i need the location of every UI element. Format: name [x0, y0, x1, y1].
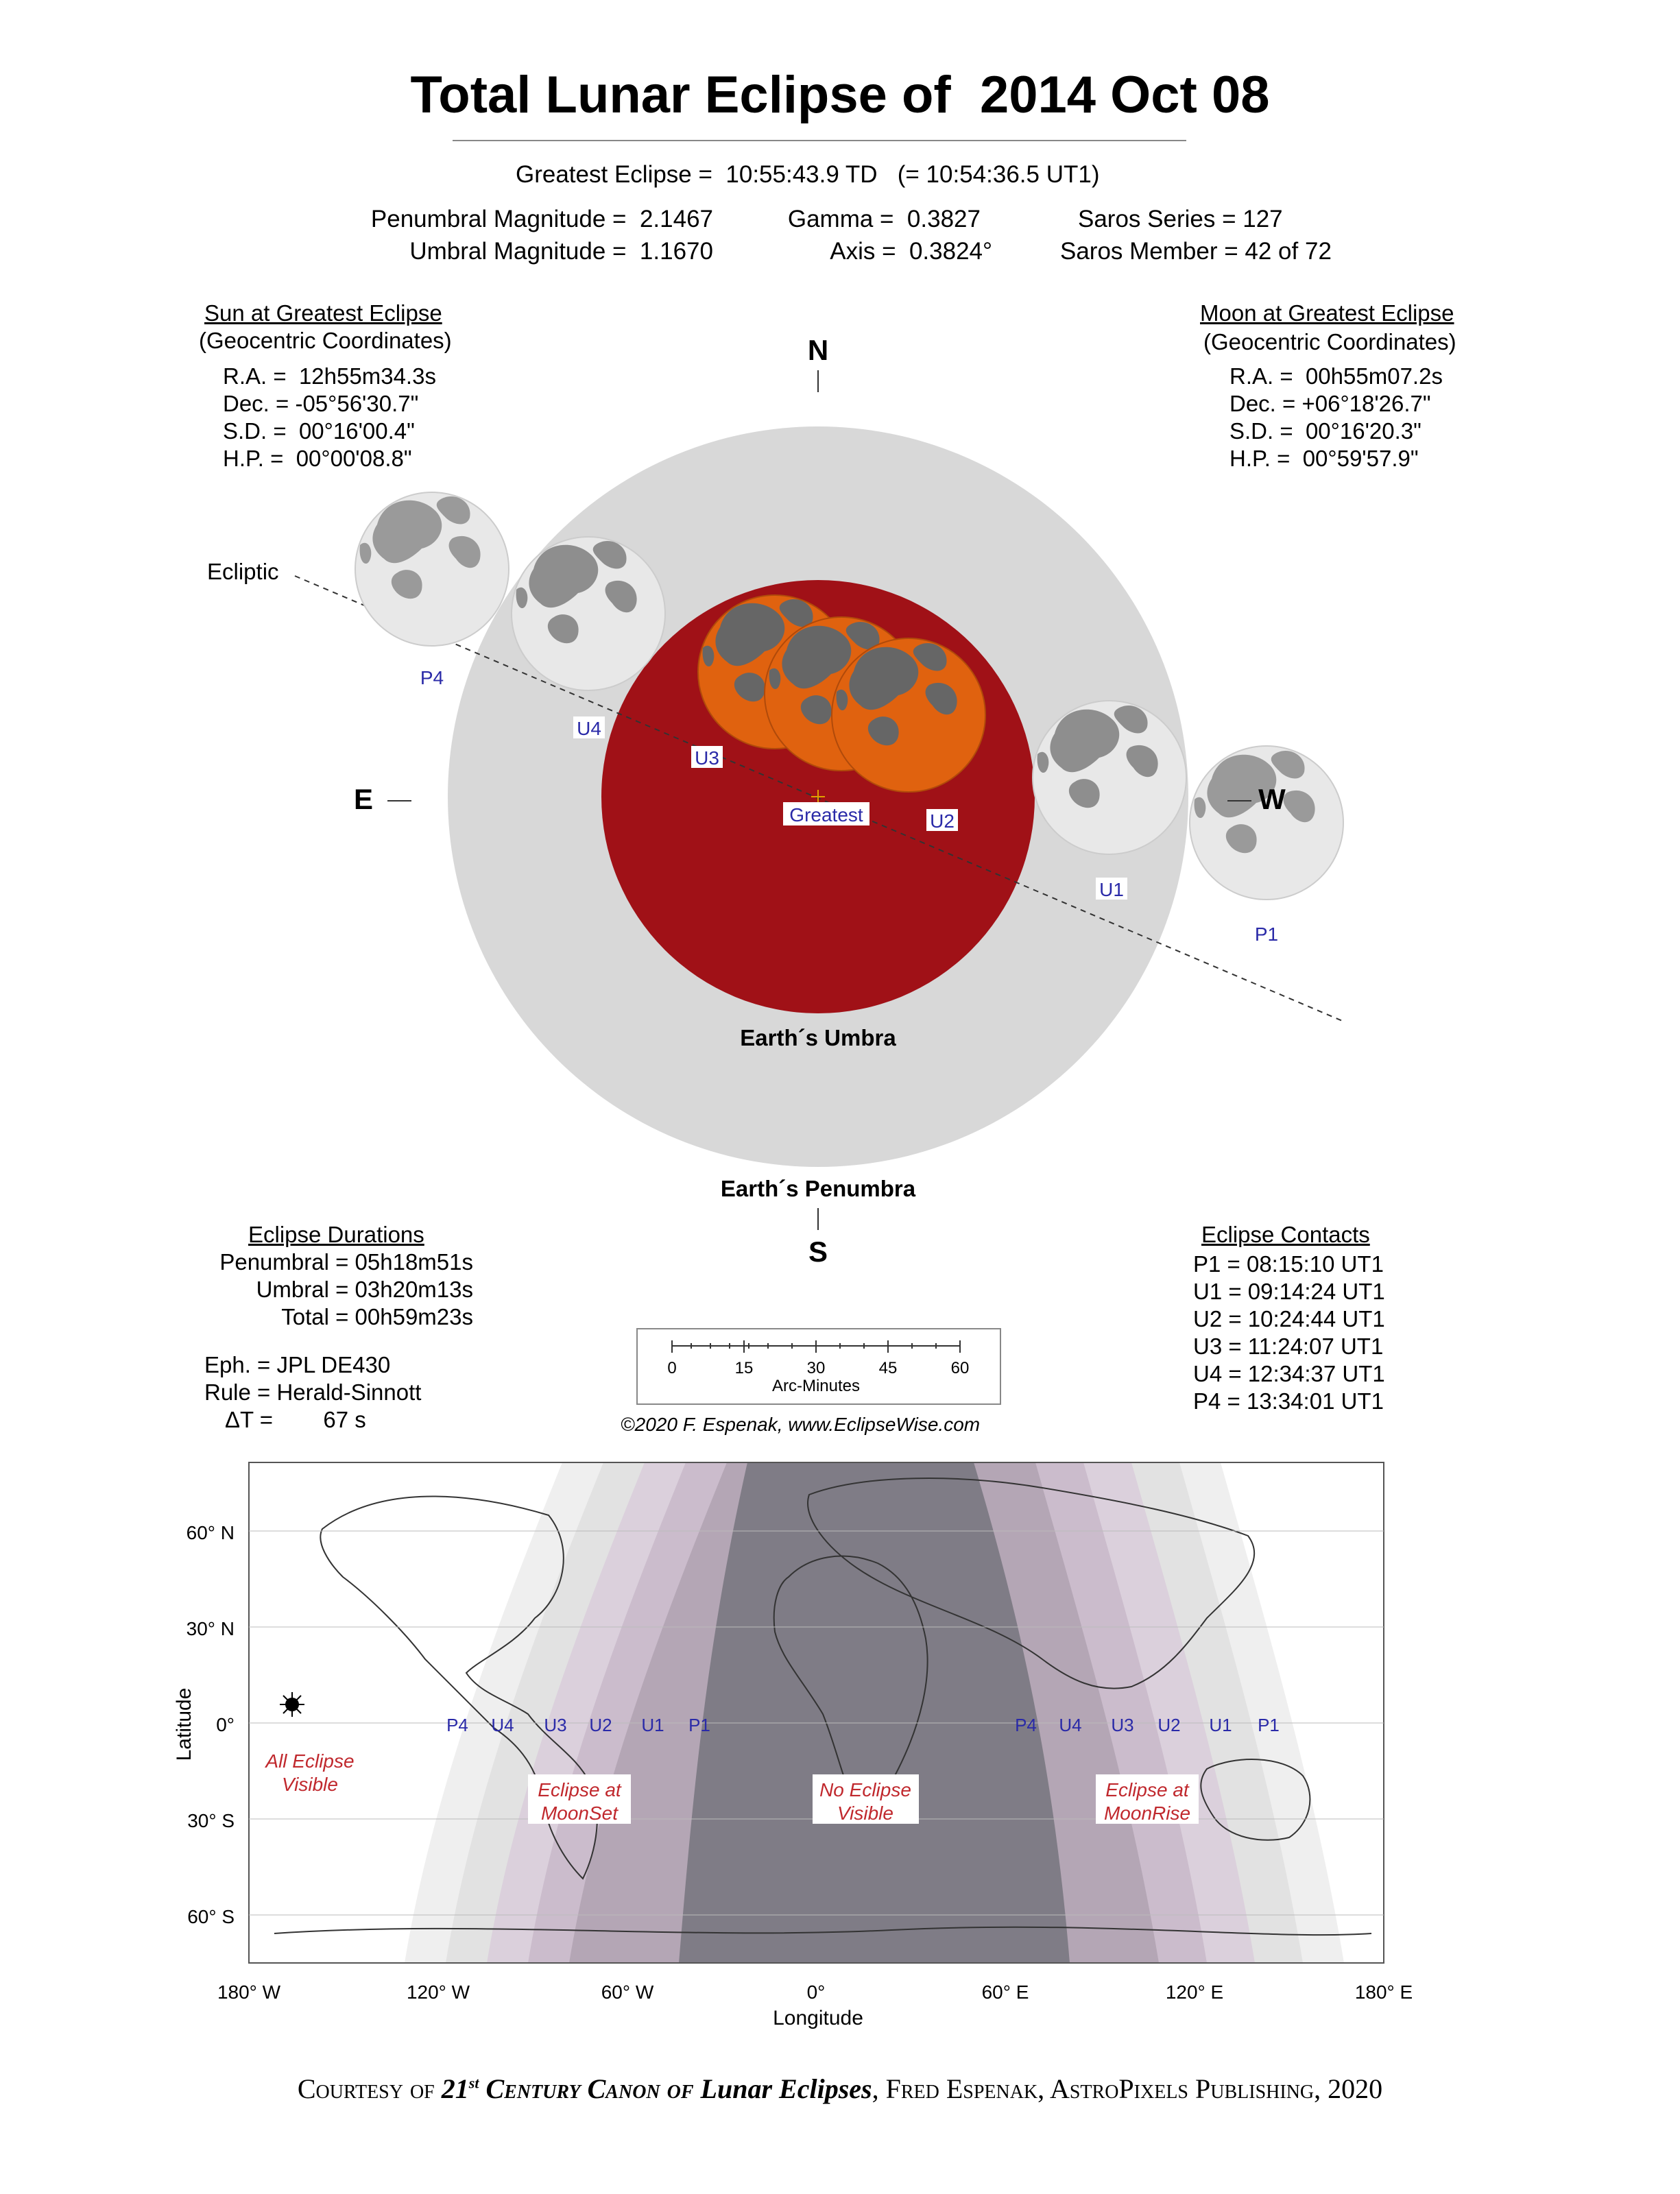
umbra-label: Earth´s Umbra: [740, 1025, 896, 1050]
duration-penumbral: Penumbral = 05h18m51s: [219, 1249, 473, 1275]
map-ylabel: Latitude: [173, 1687, 195, 1761]
contact-u2: U2 = 10:24:44 UT1: [1193, 1306, 1385, 1331]
moon-dec: Dec. = +06°18'26.7": [1229, 391, 1431, 416]
moon-subheading: (Geocentric Coordinates): [1203, 329, 1456, 354]
contact-label-p1: P1: [1254, 924, 1279, 945]
saros-series: Saros Series = 127: [1078, 206, 1283, 232]
north-label: N: [807, 334, 829, 366]
map-west-p4: P4: [446, 1715, 468, 1735]
west-label: W: [1258, 783, 1286, 815]
region-moonset-2: MoonSet: [540, 1803, 619, 1824]
durations-heading: Eclipse Durations: [248, 1222, 424, 1247]
region-moonset-1: Eclipse at: [538, 1779, 621, 1800]
scale-tick-15: 15: [734, 1359, 754, 1377]
map-east-u4: U4: [1059, 1715, 1082, 1735]
greatest-eclipse-time: Greatest Eclipse = 10:55:43.9 TD (= 10:54:36.5 UT1): [516, 161, 1100, 188]
footer-credit: Courtesy of 21st Century Canon of Lunar Eclipses, Fred Espenak, AstroPixels Publishing, 2020: [297, 2073, 1383, 2104]
duration-umbral: Umbral = 03h20m13s: [256, 1277, 473, 1302]
copyright: ©2020 F. Espenak, www.EclipseWise.com: [621, 1414, 981, 1435]
lon-label-180e: 180° E: [1354, 1981, 1413, 2003]
scale-unit: Arc-Minutes: [771, 1377, 861, 1395]
penumbral-magnitude: Penumbral Magnitude = 2.1467: [370, 206, 713, 232]
south-label: S: [808, 1235, 828, 1268]
visibility-map: [0, 1454, 1680, 2043]
page-title: Total Lunar Eclipse of 2014 Oct 08: [410, 66, 1270, 124]
scale-tick-60: 60: [950, 1359, 970, 1377]
lat-label-30s: 30° S: [187, 1810, 235, 1831]
sun-hp: H.P. = 00°00'08.8": [223, 446, 412, 471]
map-west-u2: U2: [589, 1715, 612, 1735]
penumbra-label: Earth´s Penumbra: [720, 1176, 916, 1201]
moon-ra: R.A. = 00h55m07.2s: [1229, 363, 1443, 389]
map-east-p1: P1: [1258, 1715, 1280, 1735]
map-east-u3: U3: [1111, 1715, 1134, 1735]
lat-label-30n: 30° N: [186, 1618, 235, 1639]
scale-tick-45: 45: [878, 1359, 898, 1377]
map-west-u3: U3: [544, 1715, 567, 1735]
eclipse-diagram: [0, 322, 1680, 1282]
region-no-eclipse-1: No Eclipse: [819, 1779, 911, 1800]
duration-total: Total = 00h59m23s: [281, 1304, 473, 1329]
moon-hp: H.P. = 00°59'57.9": [1229, 446, 1419, 471]
map-east-u2: U2: [1157, 1715, 1181, 1735]
contacts-heading: Eclipse Contacts: [1201, 1222, 1370, 1247]
region-no-eclipse-2: Visible: [837, 1803, 893, 1824]
lon-label-60e: 60° E: [981, 1981, 1029, 2003]
gamma: Gamma = 0.3827: [787, 206, 981, 232]
arc-minute-scale: [636, 1328, 1001, 1405]
lat-label-60n: 60° N: [186, 1522, 235, 1543]
lon-label-120e: 120° E: [1165, 1981, 1224, 2003]
scale-tick-0: 0: [667, 1359, 677, 1377]
moon-u1: [1033, 701, 1186, 854]
contact-p1: P1 = 08:15:10 UT1: [1193, 1251, 1384, 1277]
umbral-magnitude: Umbral Magnitude = 1.1670: [409, 238, 713, 265]
contact-u1: U1 = 09:14:24 UT1: [1193, 1279, 1385, 1304]
moon-heading: Moon at Greatest Eclipse: [1200, 300, 1454, 326]
map-west-u1: U1: [641, 1715, 664, 1735]
sun-sd: S.D. = 00°16'00.4": [223, 418, 415, 444]
contact-label-u1: U1: [1099, 879, 1124, 900]
contact-u4: U4 = 12:34:37 UT1: [1193, 1361, 1385, 1386]
scale-tick-30: 30: [806, 1359, 826, 1377]
rule: Rule = Herald-Sinnott: [204, 1379, 422, 1405]
greatest-label: Greatest: [789, 804, 863, 825]
sun-subheading: (Geocentric Coordinates): [199, 328, 452, 353]
contact-label-u3: U3: [695, 747, 719, 769]
contact-p4: P4 = 13:34:01 UT1: [1193, 1388, 1384, 1414]
ecliptic-label: Ecliptic: [207, 559, 279, 584]
axis: Axis = 0.3824°: [830, 238, 992, 265]
contact-label-p4: P4: [420, 667, 444, 688]
contact-u3: U3 = 11:24:07 UT1: [1193, 1334, 1384, 1359]
moon-u4: [512, 537, 665, 690]
lat-label-60s: 60° S: [187, 1906, 235, 1927]
map-east-p4: P4: [1015, 1715, 1037, 1735]
contact-label-u2: U2: [930, 810, 955, 832]
delta-t: ΔT = 67 s: [225, 1407, 366, 1432]
moon-u2: [832, 638, 985, 792]
map-east-u1: U1: [1209, 1715, 1232, 1735]
map-west-u4: U4: [491, 1715, 514, 1735]
lon-label-180w: 180° W: [217, 1981, 281, 2003]
region-all-visible-1: All Eclipse: [265, 1750, 355, 1772]
lon-label-120w: 120° W: [406, 1981, 470, 2003]
map-xlabel: Longitude: [773, 2007, 863, 2029]
moon-sd: S.D. = 00°16'20.3": [1229, 418, 1421, 444]
saros-member: Saros Member = 42 of 72: [1060, 238, 1332, 265]
sun-dec: Dec. = -05°56'30.7": [223, 391, 419, 416]
moon-p4: [355, 492, 509, 646]
lat-label-0: 0°: [216, 1714, 235, 1735]
map-west-p1: P1: [688, 1715, 710, 1735]
title-divider: [453, 140, 1186, 141]
contact-label-u4: U4: [577, 718, 601, 739]
ephemeris: Eph. = JPL DE430: [204, 1352, 391, 1377]
lon-label-60w: 60° W: [601, 1981, 654, 2003]
region-moonrise-1: Eclipse at: [1105, 1779, 1189, 1800]
region-all-visible-2: Visible: [282, 1774, 338, 1795]
lon-label-0: 0°: [806, 1981, 826, 2003]
moon-p1: [1190, 746, 1343, 900]
region-moonrise-2: MoonRise: [1103, 1803, 1191, 1824]
sun-heading: Sun at Greatest Eclipse: [204, 300, 442, 326]
east-label: E: [353, 783, 374, 815]
sun-ra: R.A. = 12h55m34.3s: [223, 363, 436, 389]
